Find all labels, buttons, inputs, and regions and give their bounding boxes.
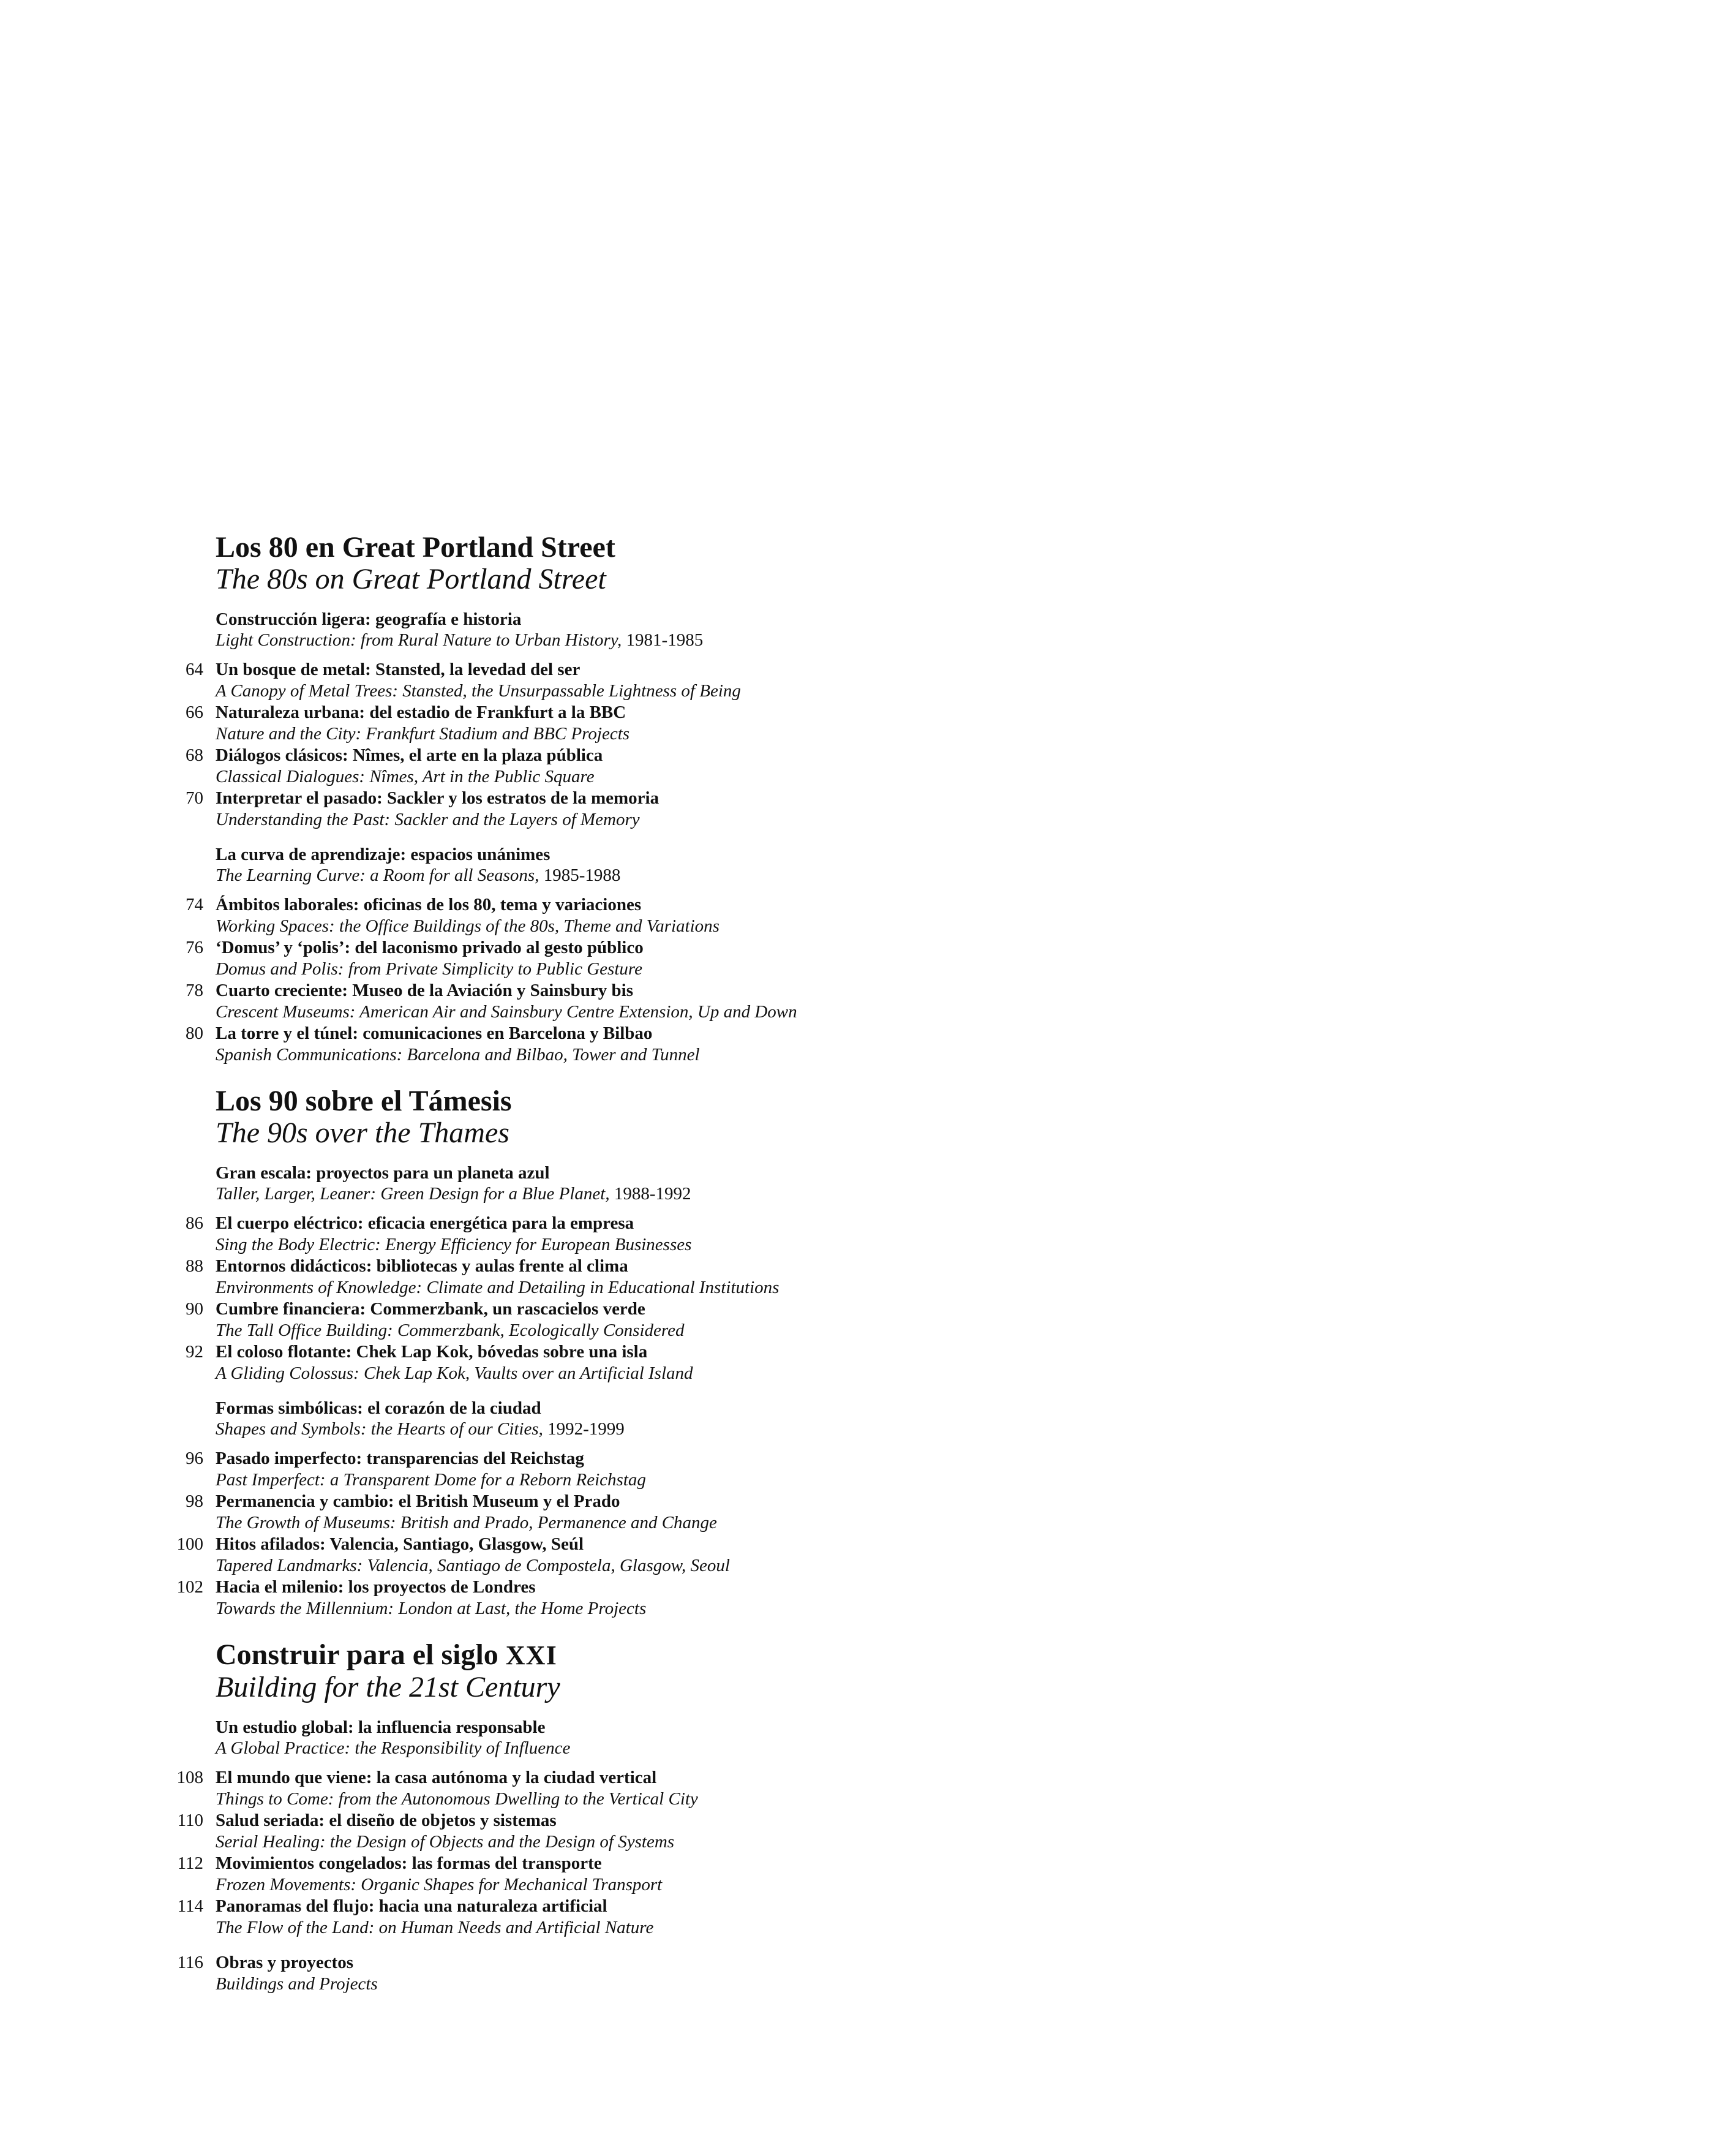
- section-heading: [216, 1717, 980, 1759]
- entry-title-es: Entornos didácticos: bibliotecas y aulas frente al clima: [216, 1256, 628, 1276]
- entry-body: [216, 894, 720, 937]
- entry-title-en: Domus and Polis: from Private Simplicity to Public Gesture: [216, 959, 642, 979]
- entry-title-es: Cuarto creciente: Museo de la Aviación y Sainsbury bis: [216, 981, 634, 1000]
- entry-title-es: El coloso flotante: Chek Lap Kok, bóvedas sobre una isla: [216, 1342, 648, 1362]
- section-heading: [216, 609, 980, 650]
- entry-body: [216, 1810, 674, 1853]
- entry-body: [216, 1341, 693, 1384]
- page-number: 100: [176, 1534, 203, 1554]
- toc-entry[interactable]: [122, 659, 980, 702]
- entry-title-es: Hitos afilados: Valencia, Santiago, Glasgow, Seúl: [216, 1534, 584, 1554]
- entry-title-en: The Tall Office Building: Commerzbank, Ecologically Considered: [216, 1321, 685, 1340]
- toc-entry[interactable]: [122, 1491, 980, 1534]
- toc-entry[interactable]: [122, 1853, 980, 1896]
- entry-title-en: A Gliding Colossus: Chek Lap Kok, Vaults over an Artificial Island: [216, 1363, 693, 1383]
- entry-title-en: Sing the Body Electric: Energy Efficiency for European Businesses: [216, 1235, 692, 1254]
- page-number: 102: [176, 1577, 203, 1597]
- page-number: 110: [177, 1811, 203, 1830]
- section-title-es: Formas simbólicas: el corazón de la ciudad: [216, 1398, 541, 1418]
- entry-body: [216, 1448, 646, 1491]
- part-title-es-century: XXI: [505, 1640, 557, 1670]
- entry-body: [216, 980, 797, 1023]
- entry-body: [216, 702, 629, 745]
- section-years: 1988-1992: [614, 1184, 691, 1204]
- toc-entry[interactable]: [122, 1256, 980, 1299]
- section-title-en-text: Taller, Larger, Leaner: Green Design for a Blue Planet,: [216, 1184, 610, 1204]
- entry-title-es: El cuerpo eléctrico: eficacia energética para la empresa: [216, 1213, 634, 1233]
- entry-title-en: Crescent Museums: American Air and Sainsbury Centre Extension, Up and Down: [216, 1002, 797, 1022]
- entry-title-en: Spanish Communications: Barcelona and Bilbao, Tower and Tunnel: [216, 1045, 700, 1065]
- section-years: 1992-1999: [547, 1419, 625, 1439]
- page-number: 66: [186, 703, 203, 722]
- entry-body: [216, 1853, 662, 1896]
- entry-title-en: Understanding the Past: Sackler and the Layers of Memory: [216, 810, 640, 829]
- toc-entry[interactable]: [122, 1023, 980, 1066]
- section-heading: [216, 1398, 980, 1439]
- page-number: 112: [177, 1853, 203, 1873]
- page-number: 116: [177, 1953, 203, 1972]
- entry-body: [216, 1896, 653, 1939]
- part-title-en: The 80s on Great Portland Street: [216, 563, 606, 595]
- part-title-es: [216, 1639, 980, 1672]
- page-number: 78: [186, 981, 203, 1000]
- page-number: 80: [186, 1023, 203, 1043]
- section-title-en-text: A Global Practice: the Responsibility of Influence: [216, 1738, 571, 1758]
- part-90s: [122, 1085, 980, 1619]
- entry-body: [216, 745, 603, 788]
- page-number: 90: [186, 1299, 203, 1319]
- section-title-es: La curva de aprendizaje: espacios unánimes: [216, 845, 550, 864]
- entry-body: [216, 1213, 691, 1256]
- section-title-en-text: Light Construction: from Rural Nature to Urban History,: [216, 630, 622, 650]
- toc-entry[interactable]: [122, 937, 980, 980]
- page-number: 76: [186, 938, 203, 957]
- entry-title-en: Frozen Movements: Organic Shapes for Mechanical Transport: [216, 1875, 663, 1894]
- entry-body: [216, 1952, 378, 1995]
- page-number: 92: [186, 1342, 203, 1362]
- entry-title-es: ‘Domus’ y ‘polis’: del laconismo privado al gesto público: [216, 938, 644, 957]
- entry-title-en: Tapered Landmarks: Valencia, Santiago de Compostela, Glasgow, Seoul: [216, 1556, 730, 1575]
- section-years: 1985-1988: [543, 865, 621, 885]
- part-title-en: Building for the 21st Century: [216, 1671, 560, 1703]
- toc-entry[interactable]: [122, 1213, 980, 1256]
- entry-title-es: Movimientos congelados: las formas del transporte: [216, 1853, 602, 1873]
- entry-body: [216, 1534, 730, 1577]
- entry-title-es: Diálogos clásicos: Nîmes, el arte en la plaza pública: [216, 745, 603, 765]
- entry-title-es: Ámbitos laborales: oficinas de los 80, tema y variaciones: [216, 895, 642, 914]
- toc-entry[interactable]: [122, 1896, 980, 1939]
- section-heading: [216, 844, 980, 886]
- toc-entry-buildings-projects[interactable]: [122, 1952, 980, 1995]
- toc-entry[interactable]: [122, 1341, 980, 1384]
- section-title-en: [216, 1738, 980, 1759]
- part-title-es-main: Construir para el siglo: [216, 1638, 498, 1671]
- entry-title-en: Working Spaces: the Office Buildings of the 80s, Theme and Variations: [216, 916, 720, 936]
- section-heading: [216, 1163, 980, 1204]
- entry-title-en: Past Imperfect: a Transparent Dome for a Reborn Reichstag: [216, 1470, 646, 1490]
- toc-entry[interactable]: [122, 745, 980, 788]
- entry-body: [216, 1299, 684, 1341]
- entry-title-en: Environments of Knowledge: Climate and Detailing in Educational Institutions: [216, 1278, 780, 1297]
- page-number: 114: [177, 1896, 203, 1916]
- section-years: 1981-1985: [626, 630, 704, 650]
- entry-title-es: Naturaleza urbana: del estadio de Frankfurt a la BBC: [216, 703, 626, 722]
- entry-body: [216, 659, 741, 702]
- entry-title-es: Salud seriada: el diseño de objetos y sistemas: [216, 1811, 557, 1830]
- entry-body: [216, 1491, 717, 1534]
- toc-entry[interactable]: [122, 1534, 980, 1577]
- page-number: 98: [186, 1491, 203, 1511]
- part-21st-century: [122, 1639, 980, 1995]
- part-title-es: Los 80 en Great Portland Street: [216, 531, 615, 564]
- toc-entry[interactable]: [122, 788, 980, 831]
- entry-body: [216, 1767, 698, 1810]
- entry-title-en: Nature and the City: Frankfurt Stadium and BBC Projects: [216, 724, 630, 744]
- toc-entry[interactable]: [122, 894, 980, 937]
- toc-entry[interactable]: [122, 1299, 980, 1341]
- toc-entry[interactable]: [122, 1448, 980, 1491]
- toc-entry[interactable]: [122, 1577, 980, 1619]
- section-title-es: Construcción ligera: geografía e historia: [216, 609, 522, 629]
- entry-title-en: Towards the Millennium: London at Last, the Home Projects: [216, 1599, 647, 1618]
- section-title-en: [216, 1183, 980, 1204]
- entry-title-es: Un bosque de metal: Stansted, la levedad del ser: [216, 660, 581, 679]
- entry-title-en: The Flow of the Land: on Human Needs and Artificial Nature: [216, 1918, 654, 1937]
- section-title-en: [216, 630, 980, 650]
- section-title-es: Un estudio global: la influencia responsable: [216, 1717, 546, 1737]
- entry-body: [216, 1256, 779, 1299]
- part-80s: [122, 532, 980, 1066]
- entry-title-en: Classical Dialogues: Nîmes, Art in the Public Square: [216, 767, 595, 786]
- part-title-es: Los 90 sobre el Támesis: [216, 1085, 512, 1117]
- page-number: 86: [186, 1213, 203, 1233]
- entry-title-en: Things to Come: from the Autonomous Dwelling to the Vertical City: [216, 1789, 698, 1809]
- page-number: 74: [186, 895, 203, 914]
- entry-title-es: La torre y el túnel: comunicaciones en Barcelona y Bilbao: [216, 1023, 653, 1043]
- entry-title-es: Interpretar el pasado: Sackler y los estratos de la memoria: [216, 788, 659, 808]
- toc-entry[interactable]: [122, 980, 980, 1023]
- page-number: 88: [186, 1256, 203, 1276]
- entry-title-en: Buildings and Projects: [216, 1974, 378, 1994]
- section-title-en-text: The Learning Curve: a Room for all Seasons,: [216, 865, 539, 885]
- section-title-en: [216, 865, 980, 886]
- entry-title-es: Pasado imperfecto: transparencias del Reichstag: [216, 1449, 584, 1468]
- page-number: 108: [176, 1768, 203, 1787]
- entry-body: [216, 937, 644, 980]
- part-title-en: The 90s over the Thames: [216, 1117, 509, 1149]
- entry-title-en: Serial Healing: the Design of Objects and the Design of Systems: [216, 1832, 675, 1852]
- section-title-en: [216, 1419, 980, 1439]
- entry-title-en: A Canopy of Metal Trees: Stansted, the Unsurpassable Lightness of Being: [216, 681, 741, 701]
- entry-title-es: Panoramas del flujo: hacia una naturaleza artificial: [216, 1896, 607, 1916]
- section-title-en-text: Shapes and Symbols: the Hearts of our Cities,: [216, 1419, 543, 1439]
- entry-title-en: The Growth of Museums: British and Prado, Permanence and Change: [216, 1513, 717, 1532]
- toc-entry[interactable]: [122, 1767, 980, 1810]
- page-number: 68: [186, 745, 203, 765]
- entry-title-es: Permanencia y cambio: el British Museum y el Prado: [216, 1491, 620, 1511]
- toc-entry[interactable]: [122, 1810, 980, 1853]
- toc-entry[interactable]: [122, 702, 980, 745]
- page-number: 96: [186, 1449, 203, 1468]
- entry-title-es: Obras y proyectos: [216, 1953, 354, 1972]
- section-title-es: Gran escala: proyectos para un planeta azul: [216, 1163, 550, 1183]
- entry-body: [216, 1023, 700, 1066]
- table-of-contents: [122, 532, 980, 1995]
- entry-body: [216, 1577, 646, 1619]
- entry-title-es: El mundo que viene: la casa autónoma y la ciudad vertical: [216, 1768, 657, 1787]
- entry-body: [216, 788, 659, 831]
- entry-title-es: Cumbre financiera: Commerzbank, un rascacielos verde: [216, 1299, 645, 1319]
- page-number: 70: [186, 788, 203, 808]
- entry-title-es: Hacia el milenio: los proyectos de Londres: [216, 1577, 536, 1597]
- page-number: 64: [186, 660, 203, 679]
